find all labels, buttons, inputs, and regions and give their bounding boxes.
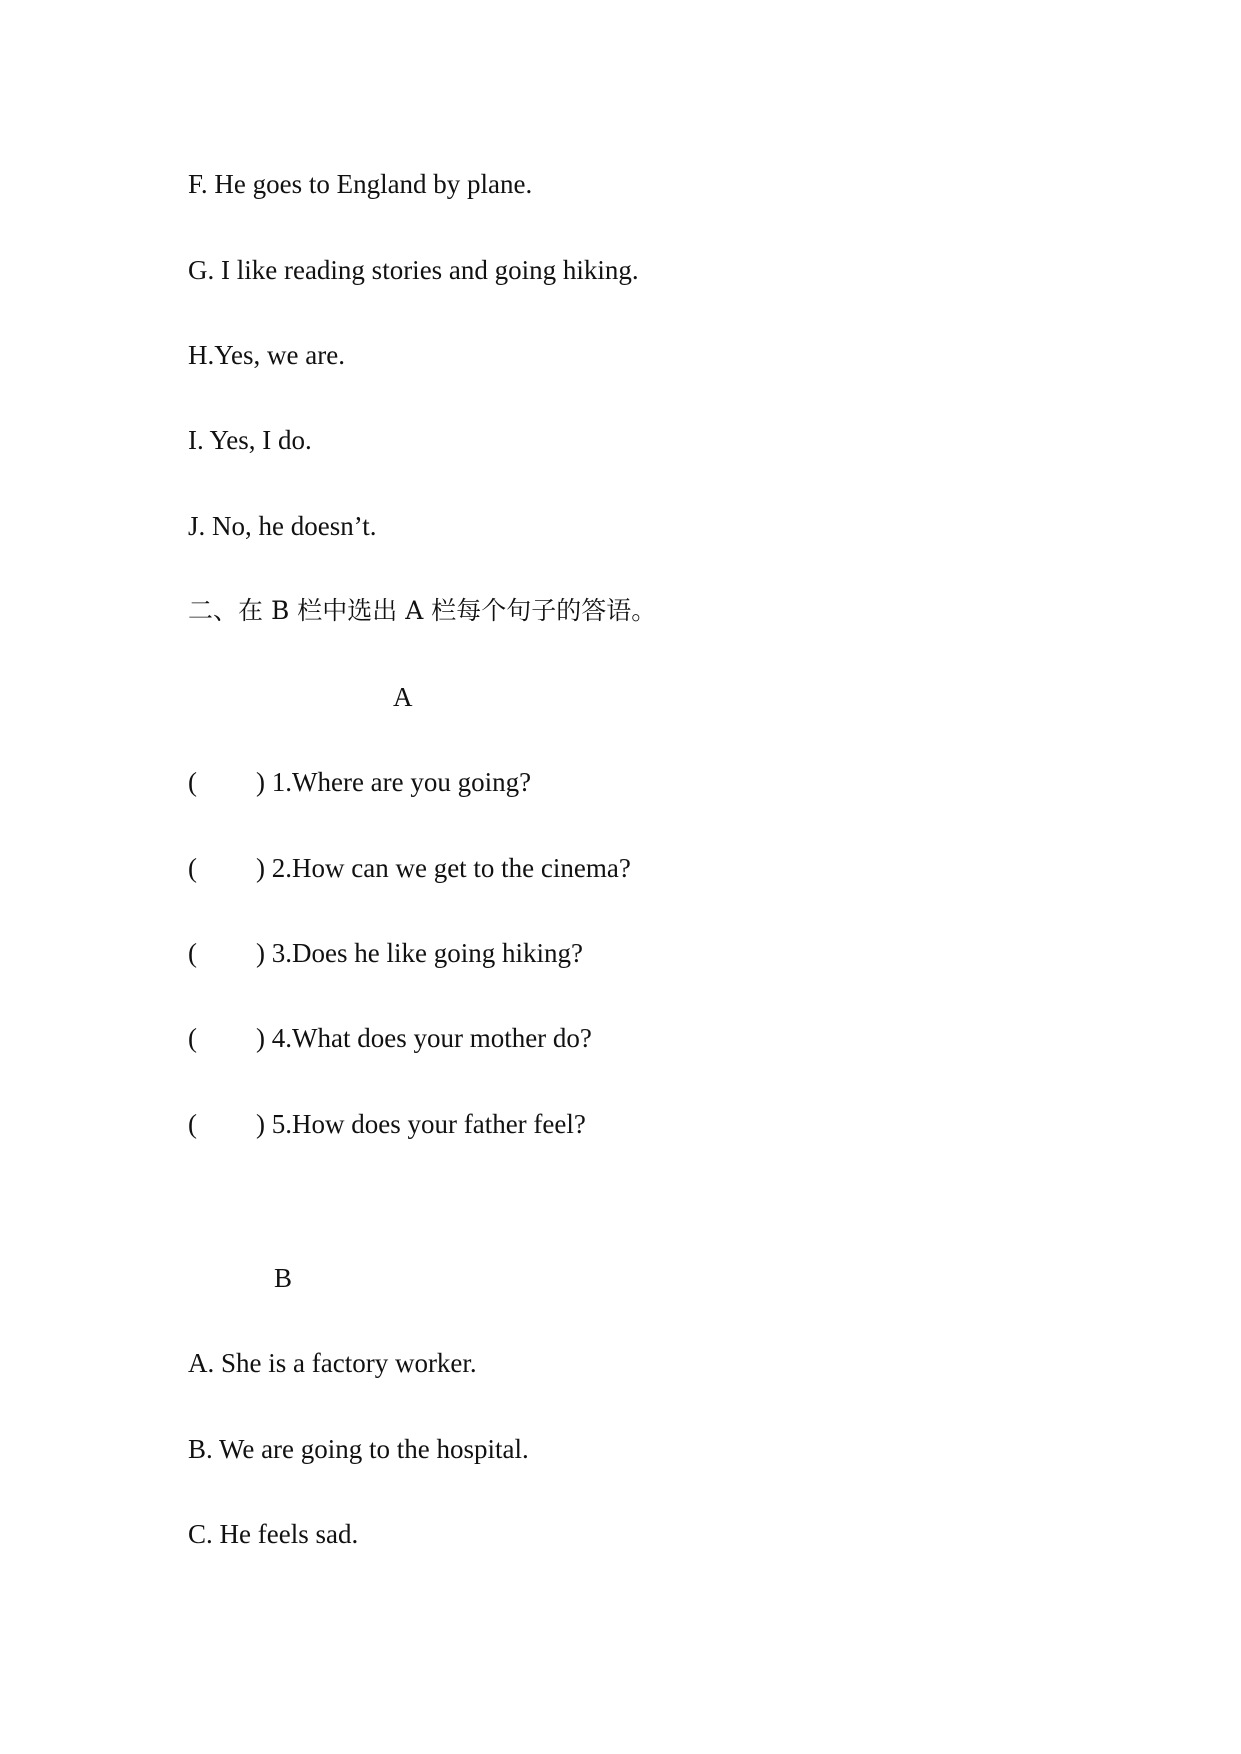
answer-b: B. We are going to the hospital. <box>188 1434 529 1464</box>
option-h: H.Yes, we are. <box>188 340 345 370</box>
section-heading: 二、在 B 栏中选出 A 栏每个句子的答语。 <box>188 596 657 625</box>
question-row <box>188 1108 586 1140</box>
question-text: ) 3.Does he like going hiking? <box>256 938 583 968</box>
column-a-label: A <box>393 682 413 712</box>
option-f: F. He goes to England by plane. <box>188 169 533 199</box>
answer-blank[interactable]: ( <box>188 938 197 968</box>
option-g: G. I like reading stories and going hiking. <box>188 255 639 285</box>
question-row <box>188 852 631 884</box>
question-text: ) 4.What does your mother do? <box>256 1023 592 1053</box>
option-j: J. No, he doesn’t. <box>188 511 377 541</box>
answer-a: A. She is a factory worker. <box>188 1348 477 1378</box>
question-row <box>188 766 531 798</box>
column-b-label: B <box>274 1263 293 1293</box>
answer-c: C. He feels sad. <box>188 1519 359 1549</box>
answer-blank[interactable]: ( <box>188 767 197 797</box>
answer-blank[interactable]: ( <box>188 1109 197 1139</box>
answer-blank[interactable]: ( <box>188 1023 197 1053</box>
question-row <box>188 1022 592 1054</box>
question-row <box>188 937 583 969</box>
option-i: I. Yes, I do. <box>188 425 312 455</box>
question-text: ) 2.How can we get to the cinema? <box>256 853 631 883</box>
question-text: ) 1.Where are you going? <box>256 767 532 797</box>
answer-blank[interactable]: ( <box>188 853 197 883</box>
question-text: ) 5.How does your father feel? <box>256 1109 586 1139</box>
